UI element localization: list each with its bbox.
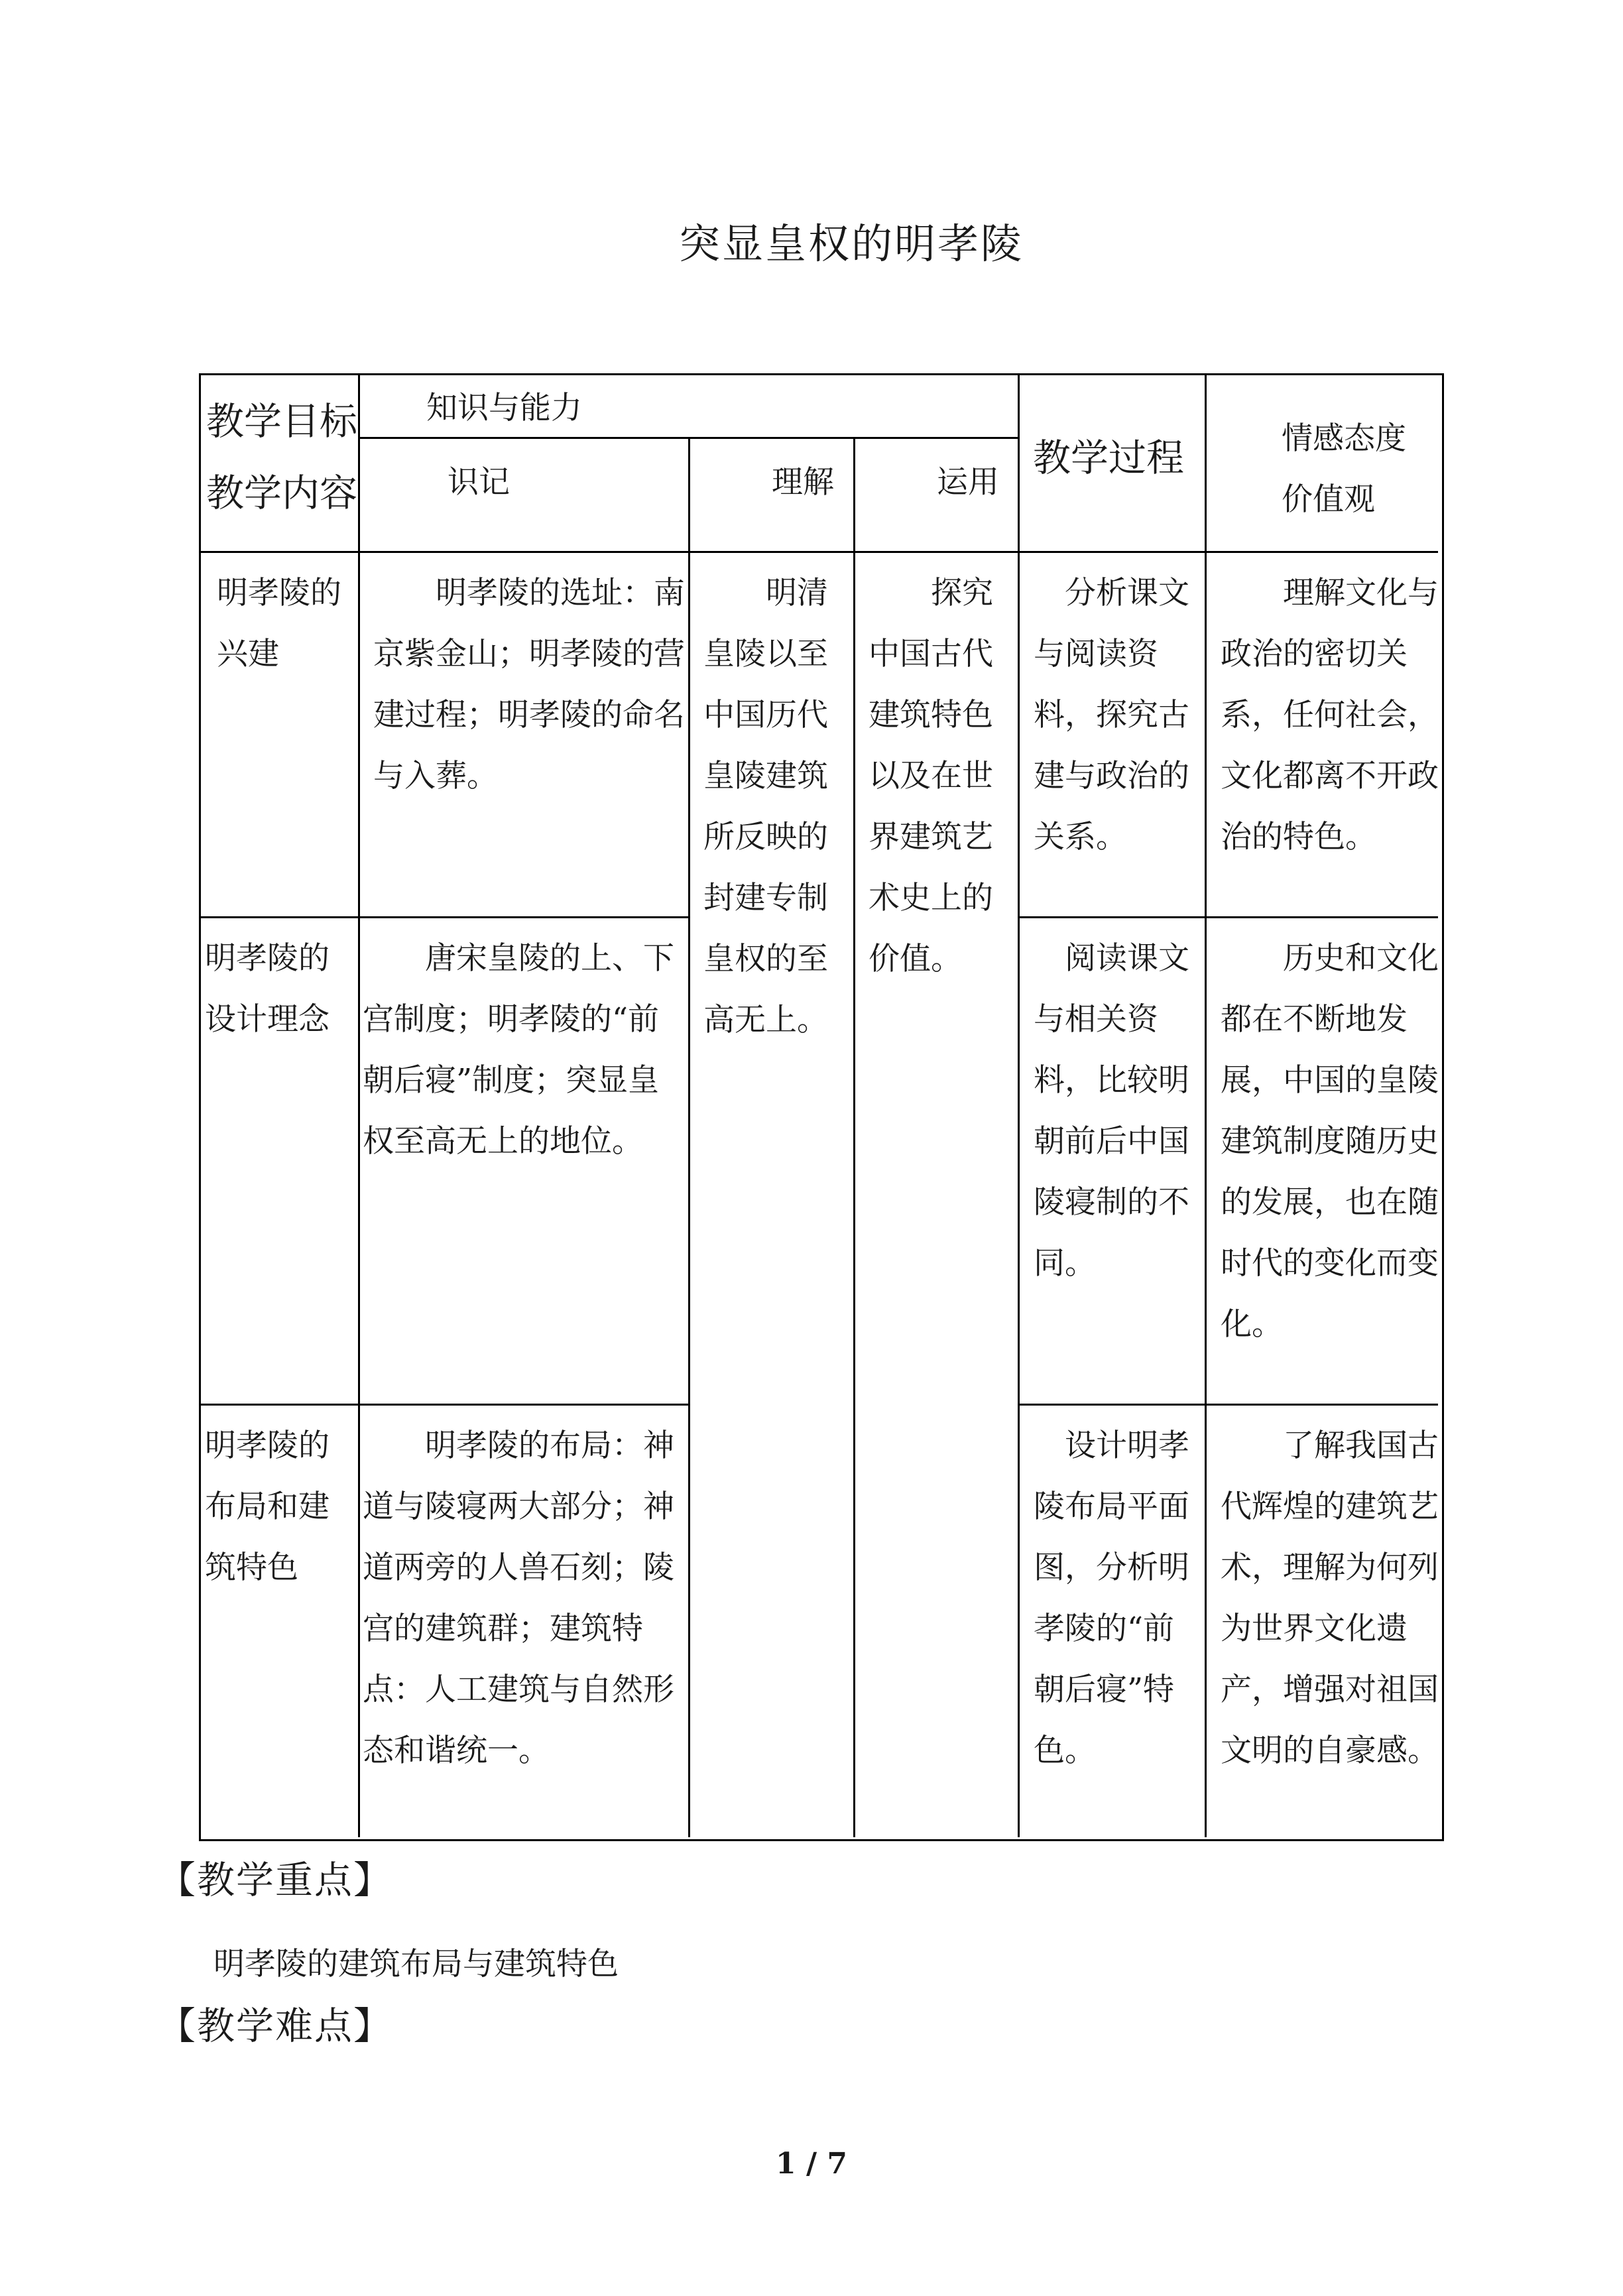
row2-recall: 唐宋皇陵的上、下宫制度；明孝陵的“前朝后寝”制度；突显皇权至高无上的地位。: [363, 940, 674, 1160]
row2-process: 阅读课文与相关资料，比较明朝前后中国陵寝制的不同。: [1034, 940, 1189, 1282]
header-apply: 运用: [937, 464, 999, 501]
page-number: 1 / 7: [776, 2147, 847, 2181]
header-recall: 识记: [448, 464, 510, 501]
row2-attitude: 历史和文化都在不断地发展，中国的皇陵建筑制度随历史的发展，也在随时代的变化而变化。: [1221, 940, 1439, 1343]
row1-attitude: 理解文化与政治的密切关系，任何社会，文化都离不开政治的特色。: [1221, 575, 1439, 855]
lesson-plan-table: [199, 373, 1444, 1841]
row1-process: 分析课文与阅读资料，探究古建与政治的关系。: [1034, 575, 1189, 855]
row1-topic: 明孝陵的兴建: [217, 575, 341, 672]
header-attitude: 情感态度价值观: [1282, 420, 1406, 518]
page-title: 突显皇权的明孝陵: [678, 219, 1024, 268]
row3-recall: 明孝陵的布局：神道与陵寝两大部分；神道两旁的人兽石刻；陵宫的建筑群；建筑特点：人工建筑与自然形态和谐统一。: [363, 1427, 674, 1769]
key-point-text: 明孝陵的建筑布局与建筑特色: [213, 1946, 619, 1982]
apply-merged: 探究中国古代建筑特色以及在世界建筑艺术史上的价值。: [869, 575, 993, 977]
row3-process: 设计明孝陵布局平面图，分析明孝陵的“前朝后寝”特色。: [1034, 1427, 1189, 1769]
row3-topic: 明孝陵的布局和建筑特色: [205, 1427, 330, 1586]
header-content: 教学内容: [206, 471, 357, 515]
row-line-2b: [1018, 1404, 1438, 1406]
row-line-1a: [201, 916, 690, 918]
row2-topic: 明孝陵的设计理念: [205, 940, 330, 1038]
key-point-heading: 【教学重点】: [158, 1858, 392, 1902]
row-line-1b: [1018, 916, 1438, 918]
row3-attitude: 了解我国古代辉煌的建筑艺术，理解为何列为世界文化遗产，增强对祖国文明的自豪感。: [1221, 1427, 1439, 1769]
header-understand: 理解: [772, 464, 834, 501]
difficult-point-heading: 【教学难点】: [158, 2004, 392, 2048]
row-line-2a: [201, 1404, 690, 1406]
header-goal: 教学目标: [206, 400, 357, 444]
header-process: 教学过程: [1033, 436, 1184, 480]
col-line-3: [853, 438, 855, 1837]
row-line-knowledge: [358, 437, 1020, 439]
row-line-header: [201, 551, 1438, 553]
col-line-1: [358, 375, 360, 1837]
col-line-4: [1018, 375, 1020, 1837]
col-line-2: [688, 438, 690, 1837]
understand-merged: 明清皇陵以至中国历代皇陵建筑所反映的封建专制皇权的至高无上。: [703, 575, 828, 1038]
row1-recall: 明孝陵的选址：南京紫金山；明孝陵的营建过程；明孝陵的命名与入葬。: [373, 575, 685, 794]
header-knowledge: 知识与能力: [426, 390, 582, 426]
col-line-5: [1205, 375, 1207, 1837]
